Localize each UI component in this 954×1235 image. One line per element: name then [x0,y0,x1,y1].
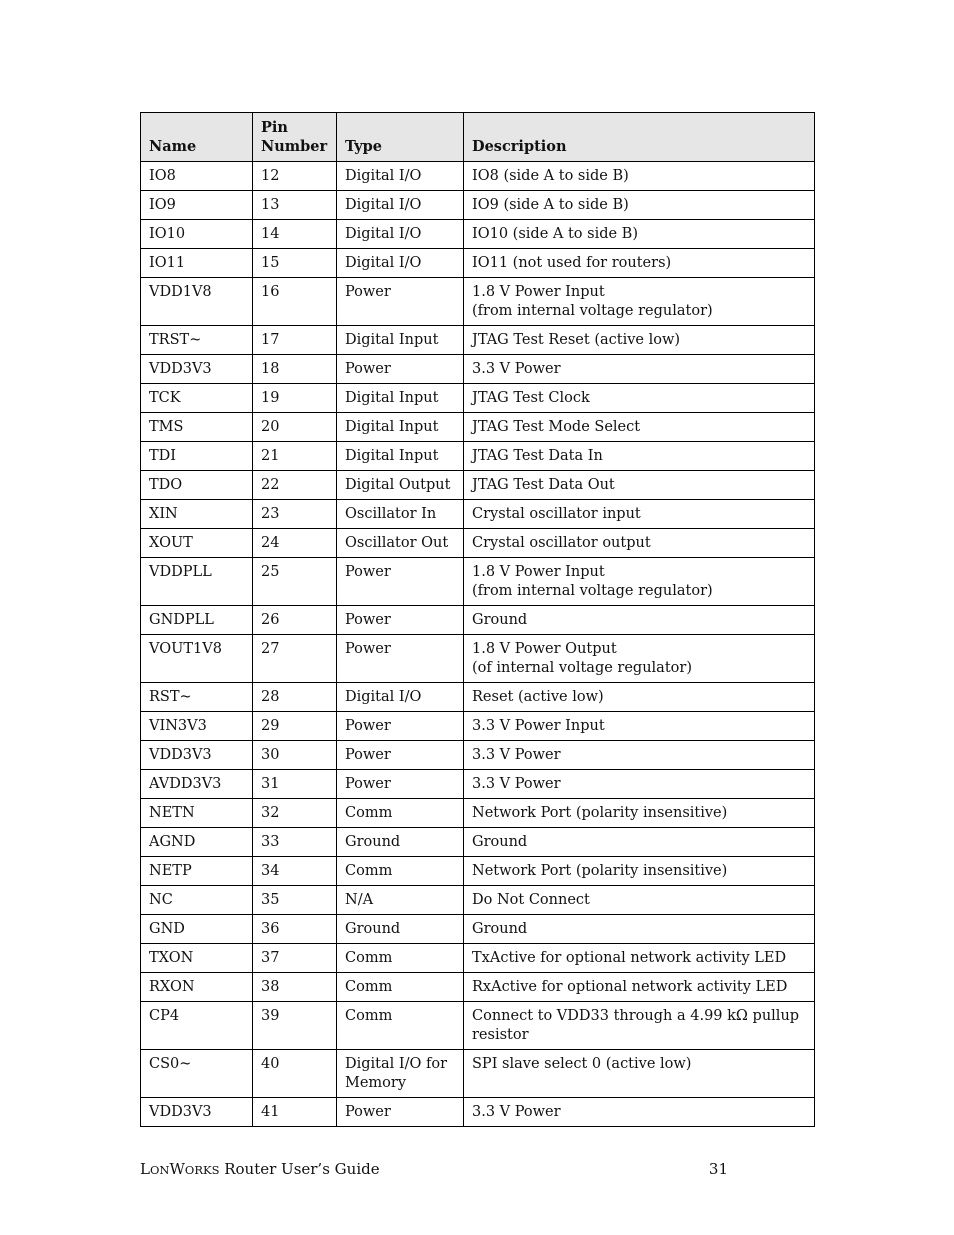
description-line: (from internal voltage regulator) [472,303,713,319]
table-row [141,828,815,857]
cell-name: AVDD3V3 [141,770,253,799]
cell-pin-number: 39 [253,1002,337,1050]
table-row [141,529,815,558]
cell-pin-number: 37 [253,944,337,973]
cell-pin-number: 35 [253,886,337,915]
description-line: Do Not Connect [472,892,590,908]
description-line: Reset (active low) [472,689,604,705]
cell-description [464,278,815,326]
cell-type: Oscillator Out [337,529,464,558]
cell-name: VDDPLL [141,558,253,606]
table-row [141,915,815,944]
table-row [141,355,815,384]
cell-description [464,973,815,1002]
description-line: IO9 (side A to side B) [472,197,629,213]
cell-name: GND [141,915,253,944]
description-line: 1.8 V Power Input [472,284,605,300]
cell-type: Digital I/O [337,249,464,278]
table-row [141,278,815,326]
cell-description [464,1002,815,1050]
cell-description [464,442,815,471]
cell-type: N/A [337,886,464,915]
cell-name: NC [141,886,253,915]
cell-pin-number: 27 [253,635,337,683]
description-line: RxActive for optional network activity LED [472,979,788,995]
cell-pin-number: 41 [253,1098,337,1127]
cell-type: Digital I/O for Memory [337,1050,464,1098]
table-row [141,857,815,886]
table-row [141,683,815,712]
cell-description [464,249,815,278]
description-line: Crystal oscillator input [472,506,641,522]
cell-type: Digital Input [337,326,464,355]
cell-pin-number: 21 [253,442,337,471]
cell-name: IO9 [141,191,253,220]
table-row [141,413,815,442]
header-type: Type [337,113,464,162]
cell-name: XIN [141,500,253,529]
cell-pin-number: 33 [253,828,337,857]
cell-type: Digital I/O [337,162,464,191]
table-row [141,635,815,683]
cell-name: XOUT [141,529,253,558]
description-line: SPI slave select 0 (active low) [472,1056,692,1072]
cell-name: TMS [141,413,253,442]
cell-type: Digital I/O [337,683,464,712]
cell-description [464,741,815,770]
cell-type: Digital Output [337,471,464,500]
cell-description [464,529,815,558]
cell-type: Power [337,558,464,606]
table-row [141,558,815,606]
cell-type: Ground [337,828,464,857]
table-row [141,1002,815,1050]
cell-pin-number: 32 [253,799,337,828]
table-row [141,770,815,799]
cell-pin-number: 40 [253,1050,337,1098]
description-line: IO11 (not used for routers) [472,255,672,271]
cell-type: Power [337,741,464,770]
cell-description [464,915,815,944]
description-line: JTAG Test Data Out [472,477,615,493]
cell-name: CP4 [141,1002,253,1050]
pin-table-body [141,162,815,1127]
cell-pin-number: 25 [253,558,337,606]
cell-pin-number: 28 [253,683,337,712]
cell-description [464,558,815,606]
description-line: 3.3 V Power [472,776,561,792]
cell-description [464,326,815,355]
description-line: IO8 (side A to side B) [472,168,629,184]
cell-type: Comm [337,973,464,1002]
table-row [141,162,815,191]
cell-pin-number: 12 [253,162,337,191]
description-line: Connect to VDD33 through a 4.99 kΩ pullup [472,1008,800,1024]
description-line: JTAG Test Mode Select [472,419,641,435]
cell-type: Comm [337,799,464,828]
cell-pin-number: 36 [253,915,337,944]
cell-type: Digital I/O [337,191,464,220]
cell-type: Digital Input [337,413,464,442]
description-line: resistor [472,1027,529,1043]
cell-name: NETP [141,857,253,886]
cell-name: VDD1V8 [141,278,253,326]
cell-name: VDD3V3 [141,1098,253,1127]
cell-pin-number: 29 [253,712,337,741]
header-description: Description [464,113,815,162]
description-line: 3.3 V Power [472,747,561,763]
cell-pin-number: 26 [253,606,337,635]
table-row [141,249,815,278]
description-line: Network Port (polarity insensitive) [472,863,728,879]
cell-pin-number: 20 [253,413,337,442]
cell-name: IO11 [141,249,253,278]
page-number: 31 [708,1160,728,1178]
cell-description [464,384,815,413]
cell-pin-number: 23 [253,500,337,529]
cell-name: RXON [141,973,253,1002]
table-row [141,712,815,741]
header-name: Name [141,113,253,162]
description-line: 3.3 V Power [472,361,561,377]
cell-name: IO10 [141,220,253,249]
cell-description [464,606,815,635]
cell-type: Digital I/O [337,220,464,249]
cell-description [464,220,815,249]
description-line: Ground [472,921,528,937]
table-row [141,220,815,249]
description-line: 1.8 V Power Output [472,641,617,657]
description-line: 1.8 V Power Input [472,564,605,580]
description-line: IO10 (side A to side B) [472,226,638,242]
header-pin-number: Pin Number [253,113,337,162]
cell-type: Power [337,712,464,741]
cell-name: VOUT1V8 [141,635,253,683]
cell-name: AGND [141,828,253,857]
cell-description [464,500,815,529]
pin-table-header [141,113,815,162]
cell-description [464,683,815,712]
description-line: (from internal voltage regulator) [472,583,713,599]
description-line: Ground [472,834,528,850]
table-row [141,500,815,529]
cell-description [464,857,815,886]
cell-description [464,471,815,500]
cell-name: VDD3V3 [141,355,253,384]
description-line: JTAG Test Clock [472,390,590,406]
cell-type: Ground [337,915,464,944]
table-row [141,1098,815,1127]
table-row [141,973,815,1002]
cell-name: IO8 [141,162,253,191]
footer-title: LONWORKS Router User’s Guide [140,1160,380,1178]
cell-description [464,635,815,683]
table-row [141,799,815,828]
cell-description [464,191,815,220]
cell-pin-number: 22 [253,471,337,500]
description-line: TxActive for optional network activity LED [472,950,787,966]
cell-description [464,944,815,973]
cell-pin-number: 16 [253,278,337,326]
cell-name: NETN [141,799,253,828]
cell-name: CS0~ [141,1050,253,1098]
pin-table [140,112,815,1127]
description-line: Crystal oscillator output [472,535,651,551]
cell-pin-number: 19 [253,384,337,413]
cell-pin-number: 14 [253,220,337,249]
table-row [141,191,815,220]
cell-type: Power [337,770,464,799]
description-line: Ground [472,612,528,628]
cell-description [464,799,815,828]
cell-description [464,1050,815,1098]
cell-name: TDO [141,471,253,500]
table-row [141,741,815,770]
table-row [141,326,815,355]
cell-pin-number: 31 [253,770,337,799]
cell-name: TCK [141,384,253,413]
cell-name: RST~ [141,683,253,712]
description-line: 3.3 V Power Input [472,718,605,734]
cell-pin-number: 34 [253,857,337,886]
cell-pin-number: 17 [253,326,337,355]
cell-type: Digital Input [337,442,464,471]
description-line: 3.3 V Power [472,1104,561,1120]
cell-name: TDI [141,442,253,471]
table-row [141,1050,815,1098]
description-line: JTAG Test Reset (active low) [472,332,681,348]
cell-type: Power [337,635,464,683]
cell-description [464,1098,815,1127]
description-line: (of internal voltage regulator) [472,660,692,676]
cell-type: Oscillator In [337,500,464,529]
cell-type: Power [337,278,464,326]
cell-type: Comm [337,944,464,973]
cell-name: TXON [141,944,253,973]
table-row [141,606,815,635]
cell-pin-number: 38 [253,973,337,1002]
cell-description [464,413,815,442]
cell-description [464,828,815,857]
cell-name: TRST~ [141,326,253,355]
cell-pin-number: 13 [253,191,337,220]
cell-pin-number: 30 [253,741,337,770]
cell-type: Power [337,1098,464,1127]
table-row [141,442,815,471]
cell-description [464,770,815,799]
cell-type: Power [337,606,464,635]
cell-description [464,162,815,191]
cell-description [464,886,815,915]
cell-pin-number: 18 [253,355,337,384]
description-line: Network Port (polarity insensitive) [472,805,728,821]
cell-pin-number: 24 [253,529,337,558]
table-row [141,384,815,413]
cell-name: VIN3V3 [141,712,253,741]
table-row [141,944,815,973]
cell-type: Digital Input [337,384,464,413]
cell-name: VDD3V3 [141,741,253,770]
cell-description [464,355,815,384]
table-row [141,471,815,500]
cell-pin-number: 15 [253,249,337,278]
cell-name: GNDPLL [141,606,253,635]
description-line: JTAG Test Data In [472,448,603,464]
cell-description [464,712,815,741]
cell-type: Comm [337,1002,464,1050]
cell-type: Power [337,355,464,384]
table-row [141,886,815,915]
cell-type: Comm [337,857,464,886]
